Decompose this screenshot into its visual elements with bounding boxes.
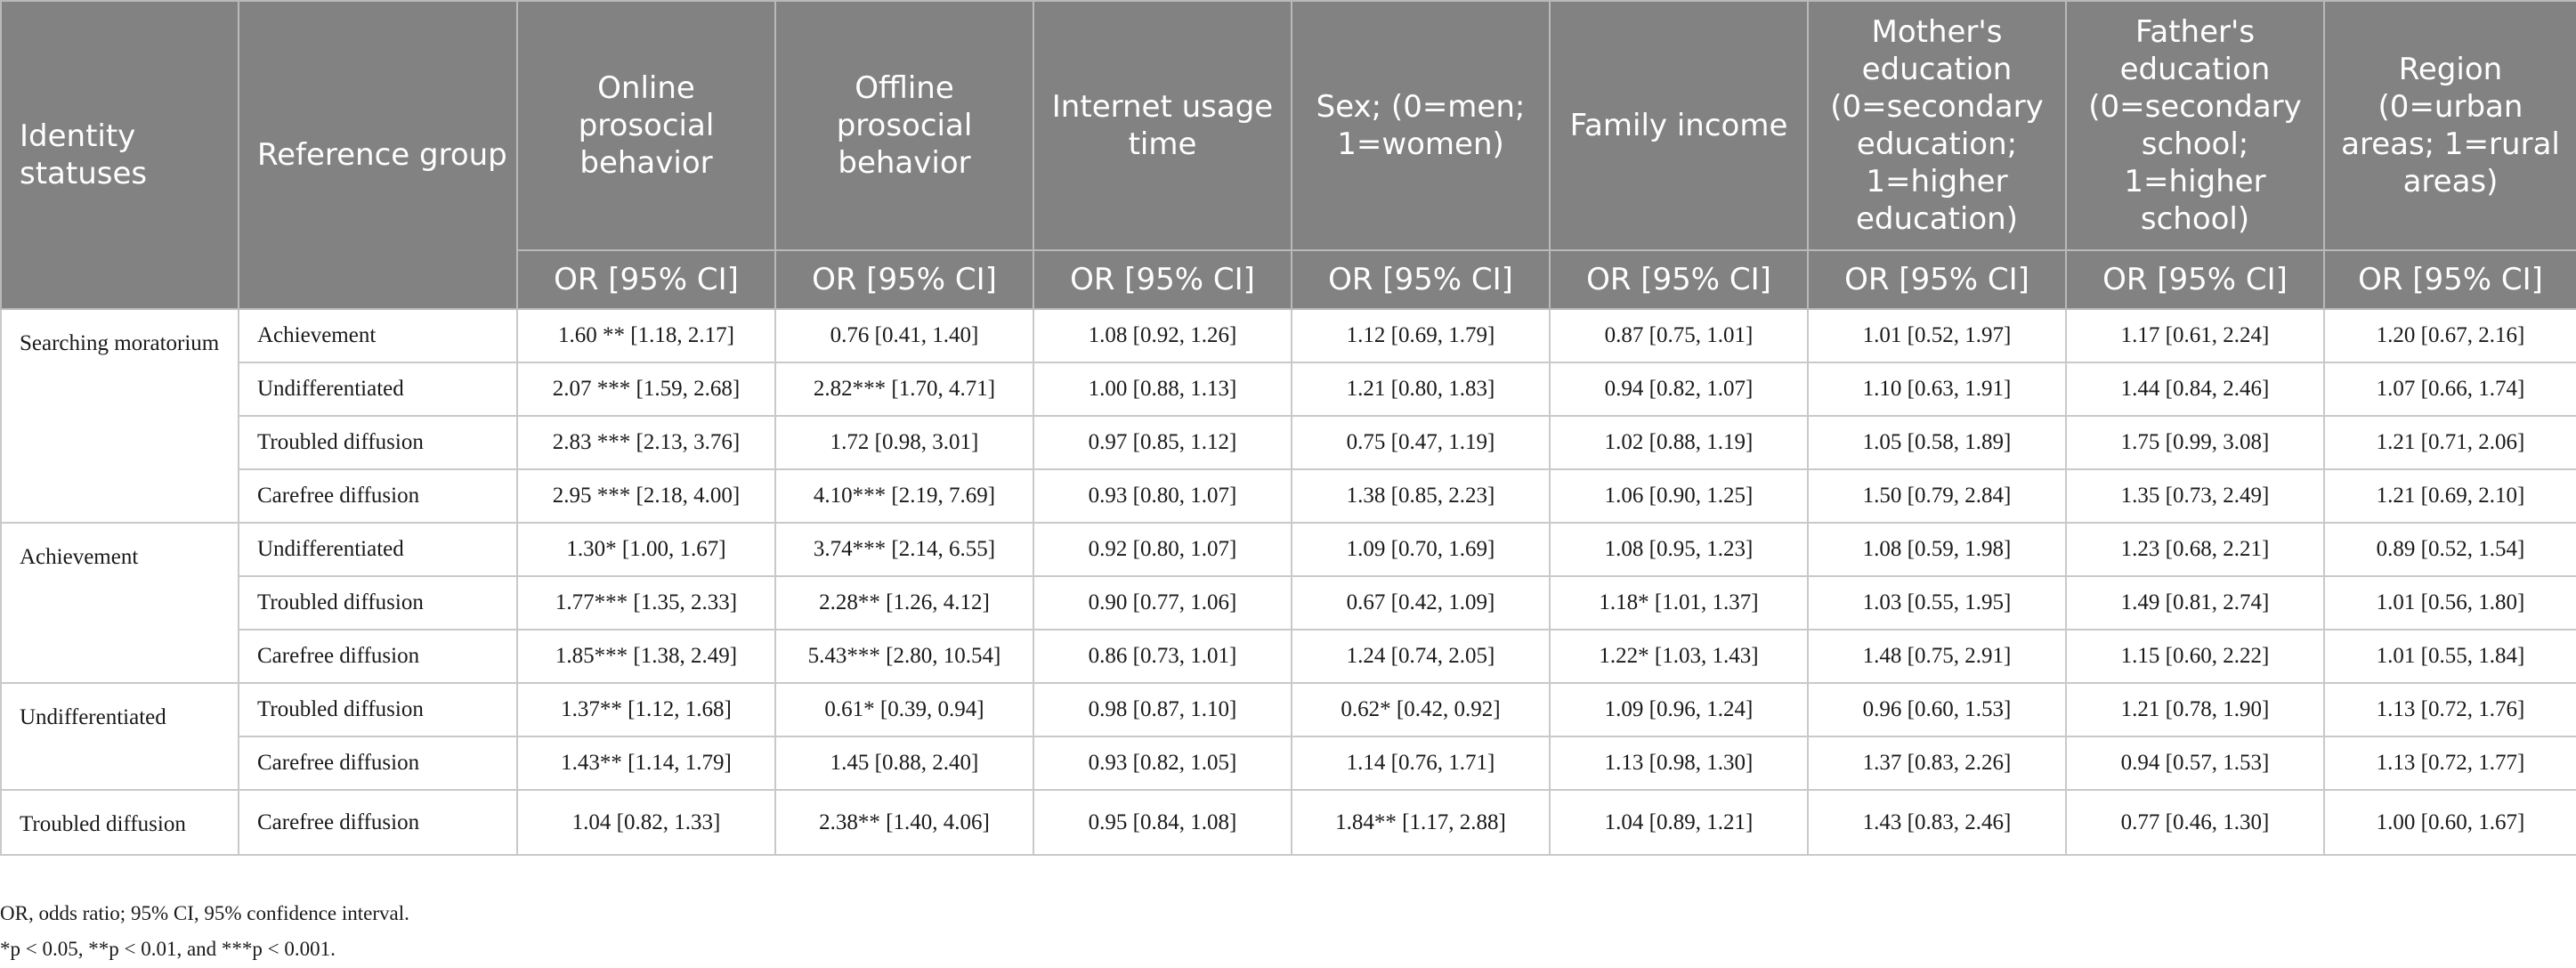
or-ci-cell: 0.89 [0.52, 1.54] xyxy=(2324,523,2576,576)
or-ci-cell: 1.04 [0.89, 1.21] xyxy=(1550,790,1808,855)
or-ci-cell: 1.12 [0.69, 1.79] xyxy=(1292,309,1550,362)
or-ci-subheader: OR [95% CI] xyxy=(1292,250,1550,309)
note-abbreviations: OR, odds ratio; 95% CI, 95% confidence interval. xyxy=(0,902,409,924)
reference-group-cell: Undifferentiated xyxy=(239,523,517,576)
or-ci-cell: 1.45 [0.88, 2.40] xyxy=(775,736,1033,790)
or-ci-subheader: OR [95% CI] xyxy=(1033,250,1292,309)
or-ci-cell: 1.08 [0.95, 1.23] xyxy=(1550,523,1808,576)
reference-group-cell: Undifferentiated xyxy=(239,362,517,416)
or-ci-cell: 2.83 *** [2.13, 3.76] xyxy=(517,416,775,469)
or-ci-cell: 1.07 [0.66, 1.74] xyxy=(2324,362,2576,416)
or-ci-subheader: OR [95% CI] xyxy=(1550,250,1808,309)
or-ci-cell: 1.60 ** [1.18, 2.17] xyxy=(517,309,775,362)
or-ci-cell: 1.37 [0.83, 2.26] xyxy=(1808,736,2066,790)
or-ci-cell: 1.21 [0.80, 1.83] xyxy=(1292,362,1550,416)
table-row xyxy=(1,736,2576,790)
reference-group-cell: Carefree diffusion xyxy=(239,630,517,683)
identity-statuses-header: Identity statuses xyxy=(1,1,239,309)
identity-status-cell: Undifferentiated xyxy=(1,683,239,790)
reference-group-cell: Carefree diffusion xyxy=(239,736,517,790)
or-ci-cell: 0.75 [0.47, 1.19] xyxy=(1292,416,1550,469)
or-ci-cell: 0.76 [0.41, 1.40] xyxy=(775,309,1033,362)
or-ci-cell: 1.49 [0.81, 2.74] xyxy=(2066,576,2324,630)
reference-group-cell: Troubled diffusion xyxy=(239,576,517,630)
or-ci-cell: 0.61* [0.39, 0.94] xyxy=(775,683,1033,736)
or-ci-cell: 1.08 [0.59, 1.98] xyxy=(1808,523,2066,576)
or-ci-cell: 2.07 *** [1.59, 2.68] xyxy=(517,362,775,416)
column-header: Internet usage time xyxy=(1033,1,1292,250)
or-ci-cell: 1.13 [0.98, 1.30] xyxy=(1550,736,1808,790)
or-ci-cell: 1.13 [0.72, 1.76] xyxy=(2324,683,2576,736)
or-ci-cell: 0.98 [0.87, 1.10] xyxy=(1033,683,1292,736)
table-row xyxy=(1,469,2576,523)
or-ci-cell: 0.77 [0.46, 1.30] xyxy=(2066,790,2324,855)
or-ci-cell: 0.97 [0.85, 1.12] xyxy=(1033,416,1292,469)
or-ci-cell: 1.35 [0.73, 2.49] xyxy=(2066,469,2324,523)
or-ci-cell: 1.84** [1.17, 2.88] xyxy=(1292,790,1550,855)
table-row xyxy=(1,630,2576,683)
or-ci-cell: 0.94 [0.57, 1.53] xyxy=(2066,736,2324,790)
or-ci-cell: 1.37** [1.12, 1.68] xyxy=(517,683,775,736)
or-ci-cell: 1.18* [1.01, 1.37] xyxy=(1550,576,1808,630)
or-ci-cell: 1.48 [0.75, 2.91] xyxy=(1808,630,2066,683)
or-ci-cell: 1.05 [0.58, 1.89] xyxy=(1808,416,2066,469)
or-ci-cell: 1.21 [0.78, 1.90] xyxy=(2066,683,2324,736)
or-ci-cell: 0.96 [0.60, 1.53] xyxy=(1808,683,2066,736)
table-row xyxy=(1,416,2576,469)
table-notes xyxy=(0,896,409,967)
or-ci-cell: 1.43 [0.83, 2.46] xyxy=(1808,790,2066,855)
column-header: Father's education (0=secondary school; 1=higher school) xyxy=(2066,1,2324,250)
or-ci-subheader: OR [95% CI] xyxy=(2066,250,2324,309)
column-header: Region (0=urban areas; 1=rural areas) xyxy=(2324,1,2576,250)
or-ci-cell: 1.09 [0.70, 1.69] xyxy=(1292,523,1550,576)
table-row xyxy=(1,309,2576,362)
or-ci-cell: 1.02 [0.88, 1.19] xyxy=(1550,416,1808,469)
identity-status-cell: Achievement xyxy=(1,523,239,683)
or-ci-cell: 4.10*** [2.19, 7.69] xyxy=(775,469,1033,523)
or-ci-subheader: OR [95% CI] xyxy=(1808,250,2066,309)
reference-group-cell: Achievement xyxy=(239,309,517,362)
or-ci-cell: 2.38** [1.40, 4.06] xyxy=(775,790,1033,855)
or-ci-cell: 1.44 [0.84, 2.46] xyxy=(2066,362,2324,416)
reference-group-cell: Carefree diffusion xyxy=(239,790,517,855)
or-ci-cell: 1.23 [0.68, 2.21] xyxy=(2066,523,2324,576)
or-ci-cell: 2.82*** [1.70, 4.71] xyxy=(775,362,1033,416)
or-ci-cell: 0.93 [0.82, 1.05] xyxy=(1033,736,1292,790)
or-ci-cell: 0.86 [0.73, 1.01] xyxy=(1033,630,1292,683)
or-ci-cell: 1.06 [0.90, 1.25] xyxy=(1550,469,1808,523)
reference-group-cell: Troubled diffusion xyxy=(239,416,517,469)
table-row xyxy=(1,576,2576,630)
or-ci-cell: 1.14 [0.76, 1.71] xyxy=(1292,736,1550,790)
column-header: Sex; (0=men; 1=women) xyxy=(1292,1,1550,250)
or-ci-cell: 1.22* [1.03, 1.43] xyxy=(1550,630,1808,683)
or-ci-cell: 1.00 [0.88, 1.13] xyxy=(1033,362,1292,416)
or-ci-cell: 1.09 [0.96, 1.24] xyxy=(1550,683,1808,736)
identity-status-cell: Troubled diffusion xyxy=(1,790,239,855)
or-ci-cell: 1.00 [0.60, 1.67] xyxy=(2324,790,2576,855)
or-ci-subheader: OR [95% CI] xyxy=(2324,250,2576,309)
table-body xyxy=(1,309,2576,855)
reference-group-cell: Carefree diffusion xyxy=(239,469,517,523)
column-header: Online prosocial behavior xyxy=(517,1,775,250)
or-ci-cell: 1.50 [0.79, 2.84] xyxy=(1808,469,2066,523)
or-ci-cell: 1.30* [1.00, 1.67] xyxy=(517,523,775,576)
or-ci-cell: 1.85*** [1.38, 2.49] xyxy=(517,630,775,683)
or-ci-subheader: OR [95% CI] xyxy=(775,250,1033,309)
or-ci-cell: 1.01 [0.56, 1.80] xyxy=(2324,576,2576,630)
or-ci-cell: 1.24 [0.74, 2.05] xyxy=(1292,630,1550,683)
or-ci-cell: 2.28** [1.26, 4.12] xyxy=(775,576,1033,630)
or-ci-cell: 0.87 [0.75, 1.01] xyxy=(1550,309,1808,362)
or-ci-cell: 2.95 *** [2.18, 4.00] xyxy=(517,469,775,523)
or-ci-cell: 1.17 [0.61, 2.24] xyxy=(2066,309,2324,362)
note-significance: *p < 0.05, **p < 0.01, and ***p < 0.001. xyxy=(0,938,336,960)
or-ci-cell: 0.92 [0.80, 1.07] xyxy=(1033,523,1292,576)
or-ci-cell: 1.08 [0.92, 1.26] xyxy=(1033,309,1292,362)
table-row xyxy=(1,362,2576,416)
identity-status-cell: Searching moratorium xyxy=(1,309,239,523)
or-ci-cell: 0.94 [0.82, 1.07] xyxy=(1550,362,1808,416)
column-header: Offline prosocial behavior xyxy=(775,1,1033,250)
or-ci-cell: 1.75 [0.99, 3.08] xyxy=(2066,416,2324,469)
or-ci-cell: 1.04 [0.82, 1.33] xyxy=(517,790,775,855)
or-ci-cell: 0.67 [0.42, 1.09] xyxy=(1292,576,1550,630)
or-ci-cell: 0.62* [0.42, 0.92] xyxy=(1292,683,1550,736)
or-ci-cell: 1.10 [0.63, 1.91] xyxy=(1808,362,2066,416)
reference-group-cell: Troubled diffusion xyxy=(239,683,517,736)
or-ci-cell: 0.95 [0.84, 1.08] xyxy=(1033,790,1292,855)
header-row xyxy=(1,1,2576,250)
table-row xyxy=(1,683,2576,736)
or-ci-cell: 1.15 [0.60, 2.22] xyxy=(2066,630,2324,683)
or-ci-cell: 1.38 [0.85, 2.23] xyxy=(1292,469,1550,523)
or-ci-cell: 1.01 [0.52, 1.97] xyxy=(1808,309,2066,362)
or-ci-cell: 0.93 [0.80, 1.07] xyxy=(1033,469,1292,523)
reference-group-header: Reference group xyxy=(239,1,517,309)
or-ci-cell: 1.72 [0.98, 3.01] xyxy=(775,416,1033,469)
column-header: Mother's education (0=secondary education; 1=higher education) xyxy=(1808,1,2066,250)
or-ci-cell: 1.21 [0.71, 2.06] xyxy=(2324,416,2576,469)
or-ci-cell: 1.20 [0.67, 2.16] xyxy=(2324,309,2576,362)
or-ci-cell: 1.03 [0.55, 1.95] xyxy=(1808,576,2066,630)
or-ci-cell: 1.01 [0.55, 1.84] xyxy=(2324,630,2576,683)
or-ci-cell: 0.90 [0.77, 1.06] xyxy=(1033,576,1292,630)
table-row xyxy=(1,790,2576,855)
or-ci-cell: 5.43*** [2.80, 10.54] xyxy=(775,630,1033,683)
table-row xyxy=(1,523,2576,576)
column-header: Family income xyxy=(1550,1,1808,250)
or-ci-cell: 1.43** [1.14, 1.79] xyxy=(517,736,775,790)
or-ci-cell: 1.21 [0.69, 2.10] xyxy=(2324,469,2576,523)
or-ci-subheader: OR [95% CI] xyxy=(517,250,775,309)
or-ci-cell: 3.74*** [2.14, 6.55] xyxy=(775,523,1033,576)
or-ci-cell: 1.77*** [1.35, 2.33] xyxy=(517,576,775,630)
or-ci-cell: 1.13 [0.72, 1.77] xyxy=(2324,736,2576,790)
